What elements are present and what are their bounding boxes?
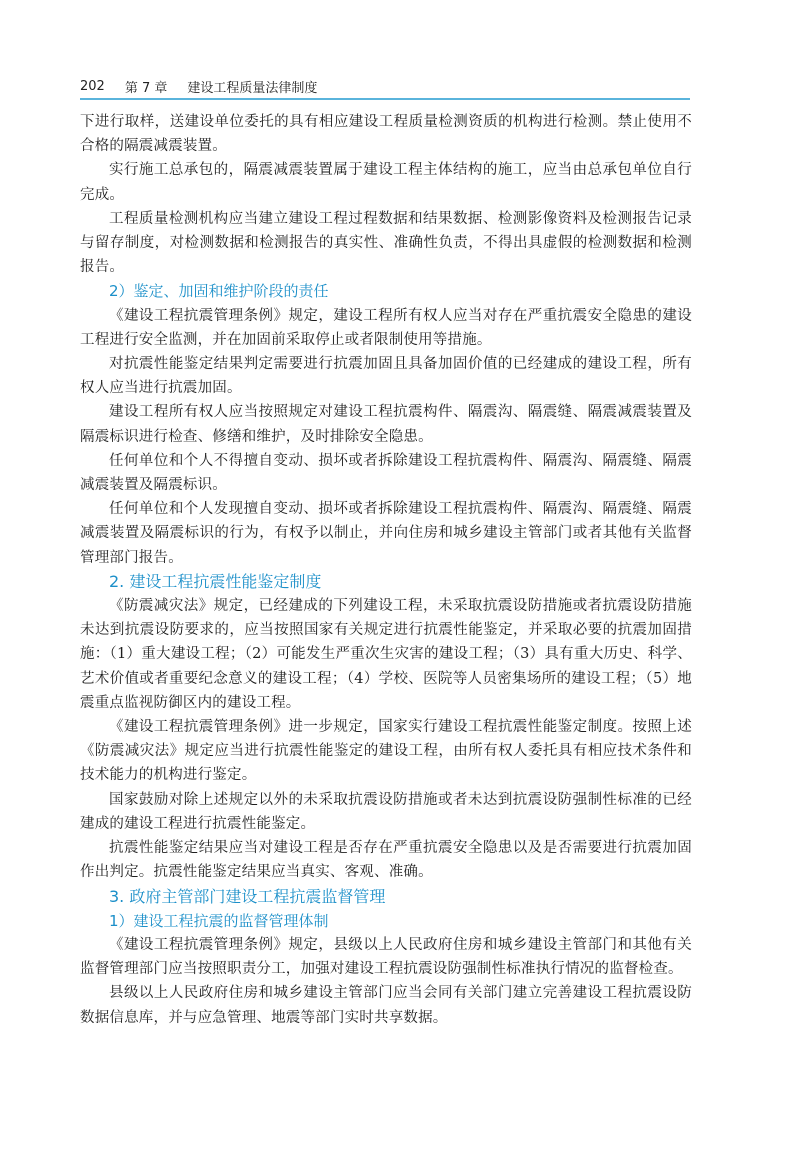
chapter-number: 第 7 章 (124, 80, 168, 96)
paragraph: 任何单位和个人发现擅自变动、损坏或者拆除建设工程抗震构件、隔震沟、隔震缝、隔震减震装置及隔震标识的行为，有权予以制止，并向住房和城乡建设主管部门或者其他有关监督管理部门报告。 (80, 501, 692, 566)
header-rule (80, 98, 690, 100)
running-header (80, 76, 690, 96)
page-number: 202 (80, 78, 105, 94)
paragraph: 下进行取样，送建设单位委托的具有相应建设工程质量检测资质的机构进行检测。禁止使用不合格的隔震减震装置。 (80, 114, 692, 155)
section-heading: 3. 政府主管部门建设工程抗震监督管理 (109, 886, 386, 906)
paragraph: 《防震减灾法》规定，已经建成的下列建设工程，未采取抗震设防措施或者抗震设防措施未达到抗震设防要求的，应当按照国家有关规定进行抗震性能鉴定，并采取必要的抗震加固措施：（1）重大建设工程；（2）可能发生严重次生灾害的建设工程；（3）具有重大历史、科学、艺术价值或者重要纪念意义的建设工程；（4）学校、医院等人员密集场所的建设工程；（5）地震重点监视防御区内的建设工程。 (80, 598, 692, 711)
chapter-title: 建设工程质量法律制度 (187, 80, 318, 96)
section-heading: 2）鉴定、加固和维护阶段的责任 (109, 282, 329, 301)
paragraph: 《建设工程抗震管理条例》进一步规定，国家实行建设工程抗震性能鉴定制度。按照上述《防震减灾法》规定应当进行抗震性能鉴定的建设工程，由所有权人委托具有相应技术条件和技术能力的机构进行鉴定。 (80, 719, 692, 784)
paragraph: 对抗震性能鉴定结果判定需要进行抗震加固且具备加固价值的已经建成的建设工程，所有权人应当进行抗震加固。 (80, 356, 692, 397)
section-heading: 1）建设工程抗震的监督管理体制 (109, 911, 329, 930)
paragraph: 《建设工程抗震管理条例》规定，建设工程所有权人应当对存在严重抗震安全隐患的建设工程进行安全监测，并在加固前采取停止或者限制使用等措施。 (80, 307, 692, 348)
paragraph: 建设工程所有权人应当按照规定对建设工程抗震构件、隔震沟、隔震缝、隔震减震装置及隔震标识进行检查、修缮和维护，及时排除安全隐患。 (80, 404, 692, 445)
paragraph: 实行施工总承包的，隔震减震装置属于建设工程主体结构的施工，应当由总承包单位自行完成。 (80, 162, 692, 203)
paragraph: 工程质量检测机构应当建立建设工程过程数据和结果数据、检测影像资料及检测报告记录与留存制度，对检测数据和检测报告的真实性、准确性负责，不得出具虚假的检测数据和检测报告。 (80, 210, 692, 276)
paragraph: 国家鼓励对除上述规定以外的未采取抗震设防措施或者未达到抗震设防强制性标准的已经建成的建设工程进行抗震性能鉴定。 (80, 791, 692, 832)
body-text (80, 110, 692, 1030)
section-heading: 2. 建设工程抗震性能鉴定制度 (109, 571, 322, 591)
paragraph: 抗震性能鉴定结果应当对建设工程是否存在严重抗震安全隐患以及是否需要进行抗震加固作出判定。抗震性能鉴定结果应当真实、客观、准确。 (80, 840, 692, 881)
paragraph: 《建设工程抗震管理条例》规定，县级以上人民政府住房和城乡建设主管部门和其他有关监督管理部门应当按照职责分工，加强对建设工程抗震设防强制性标准执行情况的监督检查。 (80, 936, 692, 978)
paragraph: 任何单位和个人不得擅自变动、损坏或者拆除建设工程抗震构件、隔震沟、隔震缝、隔震减震装置及隔震标识。 (80, 452, 692, 494)
paragraph: 县级以上人民政府住房和城乡建设主管部门应当会同有关部门建立完善建设工程抗震设防数据信息库，并与应急管理、地震等部门实时共享数据。 (80, 985, 692, 1026)
